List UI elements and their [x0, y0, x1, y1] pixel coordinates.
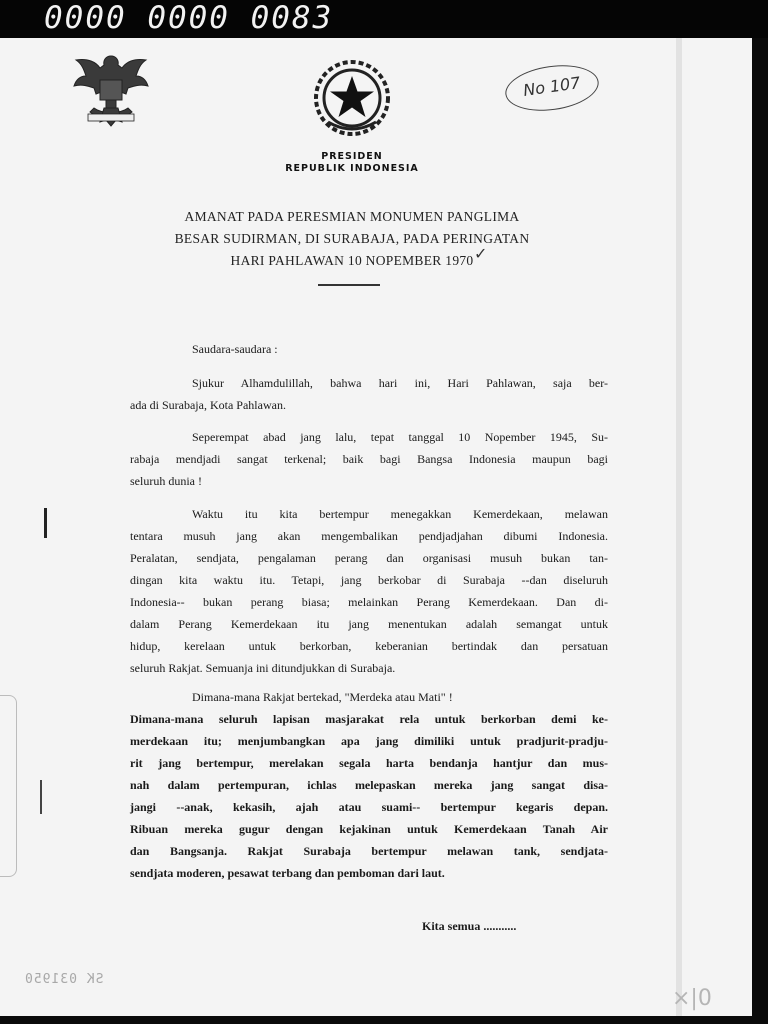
body-line: hidup, kerelaan untuk berkorban, keberanian bertindak dan persatuan [130, 639, 608, 653]
speech-title-line: BESAR SUDIRMAN, DI SURABAJA, PADA PERINGATAN [174, 231, 530, 246]
body-line: merdekaan itu; menjumbangkan apa jang dimiliki untuk pradjurit-pradju- [130, 734, 608, 748]
body-line: seluruh dunia ! [130, 474, 202, 488]
corner-mark: ×|0 [672, 986, 712, 1011]
garuda-emblem-icon [70, 50, 152, 130]
page-fold-shadow [676, 38, 682, 1016]
speech-title-line: AMANAT PADA PERESMIAN MONUMEN PANGLIMA [184, 209, 520, 224]
speech-title-line: HARI PAHLAWAN 10 NOPEMBER 1970 [230, 253, 474, 268]
checkmark-icon: ✓ [474, 246, 488, 263]
letterhead-line-2: REPUBLIK INDONESIA [285, 163, 419, 174]
body-line: nah dalam pertempuran, ichlas melepaskan mereka jang sangat disa- [130, 778, 608, 792]
body-line: dingan kita waktu itu. Tetapi, jang berkobar di Surabaja --dan diseluruh [130, 573, 608, 587]
continuation-text: Kita semua ........... [422, 919, 517, 933]
scan-mark [44, 508, 47, 538]
body-line: rit jang bertempur, merelakan segala harta bendanja hantjur dan mus- [130, 756, 608, 770]
letterhead-title [268, 151, 436, 175]
binding-tab [0, 695, 17, 877]
film-edge [752, 38, 768, 1024]
body-line: Dimana-mana seluruh lapisan masjarakat rela untuk berkorban demi ke- [130, 712, 608, 726]
scan-mark [40, 780, 42, 814]
microfilm-header-bar [0, 0, 768, 38]
body-line: seluruh Rakjat. Semuanja ini ditundjukkan di Surabaja. [130, 661, 396, 675]
body-line: dan Bangsanja. Rakjat Surabaja bertempur melawan tank, sendjata- [130, 844, 608, 858]
body-line: Ribuan mereka gugur dengan kejakinan untuk Kemerdekaan Tanah Air [130, 822, 608, 836]
body-line: rabaja mendjadi sangat terkenal; baik bagi Bangsa Indonesia maupun bagi [130, 452, 608, 466]
body-line: ada di Surabaja, Kota Pahlawan. [130, 398, 286, 412]
body-line: tentara musuh jang akan mengembalikan pendjadjahan dibumi Indonesia. [130, 529, 608, 543]
speech-title [140, 206, 564, 272]
body-line: Indonesia-- bukan perang biasa; melainkan Perang Kemerdekaan. Dan di- [130, 595, 608, 609]
mirrored-serial-number: SK 031950 [24, 972, 104, 987]
body-line: Peralatan, sendjata, pengalaman perang dan organisasi musuh bukan tan- [130, 551, 608, 565]
frame-number: 0000 0000 0083 [44, 0, 334, 36]
reference-number-stamp: No 107 [502, 60, 601, 117]
title-divider [318, 284, 380, 286]
body-line: Dimana-mana Rakjat bertekad, "Merdeka atau Mati" ! [192, 690, 453, 704]
body-line: Sjukur Alhamdulillah, bahwa hari ini, Hari Pahlawan, saja ber- [192, 376, 608, 390]
letterhead-line-1: PRESIDEN [321, 151, 383, 162]
salutation: Saudara-saudara : [192, 342, 278, 356]
presidential-seal-icon [310, 56, 394, 140]
body-line: dalam Perang Kemerdekaan itu jang menentukan adalah semangat untuk [130, 617, 608, 631]
body-line: Seperempat abad jang lalu, tepat tanggal 10 Nopember 1945, Su- [192, 430, 608, 444]
body-line: sendjata moderen, pesawat terbang dan pemboman dari laut. [130, 866, 445, 880]
body-line: Waktu itu kita bertempur menegakkan Kemerdekaan, melawan [192, 507, 608, 521]
body-line: jangi --anak, kekasih, ajah atau suami-- bertempur kegaris depan. [130, 800, 608, 814]
